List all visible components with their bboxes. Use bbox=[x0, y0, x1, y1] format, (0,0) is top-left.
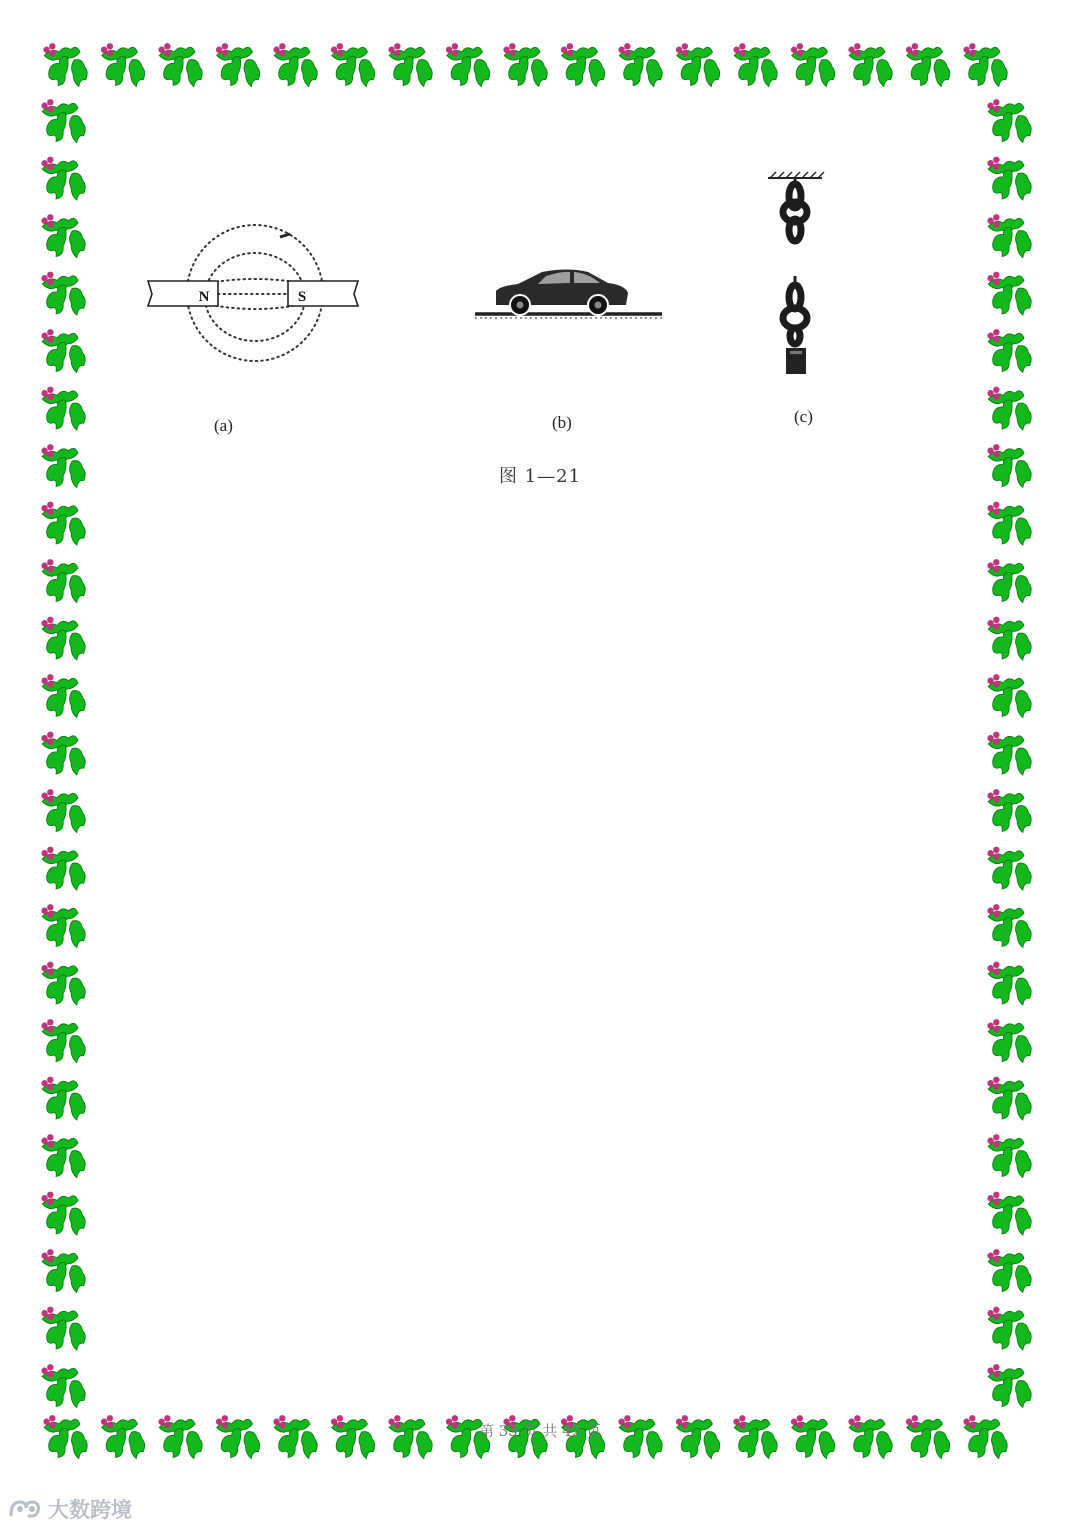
holly-sprig bbox=[41, 904, 85, 947]
holly-sprig bbox=[987, 157, 1031, 200]
holly-sprig bbox=[331, 43, 375, 86]
magnet-south-label: S bbox=[297, 289, 307, 305]
holly-sprig bbox=[41, 214, 85, 257]
watermark bbox=[8, 1496, 132, 1522]
holly-sprig bbox=[987, 99, 1031, 142]
caption-c: (c) bbox=[794, 407, 813, 426]
holly-sprig bbox=[41, 559, 85, 602]
holly-sprig bbox=[101, 43, 145, 86]
page-number-footer: 第 35 页 共 42 页 bbox=[478, 1422, 601, 1440]
holly-sprig bbox=[987, 1134, 1031, 1177]
holly-sprig bbox=[987, 617, 1031, 660]
holly-sprig bbox=[733, 43, 777, 86]
holly-sprig bbox=[41, 1077, 85, 1120]
holly-sprig bbox=[987, 1364, 1031, 1407]
figure-c-chain bbox=[760, 170, 840, 380]
holly-sprig bbox=[41, 1364, 85, 1407]
holly-sprig bbox=[987, 847, 1031, 890]
holly-sprig bbox=[987, 502, 1031, 545]
holly-sprig bbox=[987, 1249, 1031, 1292]
holly-sprig bbox=[963, 43, 1007, 86]
holly-sprig bbox=[41, 1192, 85, 1235]
caption-b: (b) bbox=[552, 413, 572, 432]
holly-sprig bbox=[987, 1192, 1031, 1235]
figure-title: 图 1—21 bbox=[498, 466, 582, 487]
holly-sprig bbox=[987, 559, 1031, 602]
holly-sprig bbox=[618, 43, 662, 86]
holly-sprig bbox=[41, 502, 85, 545]
holly-sprig bbox=[987, 272, 1031, 315]
holly-sprig bbox=[503, 43, 547, 86]
holly-sprig bbox=[216, 43, 260, 86]
holly-sprig bbox=[43, 43, 87, 86]
holly-sprig bbox=[41, 789, 85, 832]
holly-sprig bbox=[41, 272, 85, 315]
holly-sprig bbox=[41, 847, 85, 890]
holly-sprig bbox=[987, 674, 1031, 717]
holly-sprig bbox=[41, 157, 85, 200]
holly-sprig bbox=[791, 43, 835, 86]
holly-sprig bbox=[41, 962, 85, 1005]
holly-sprig bbox=[987, 214, 1031, 257]
holly-sprig bbox=[848, 43, 892, 86]
watermark-text: 大数跨境 bbox=[48, 1498, 132, 1522]
holly-sprig bbox=[388, 43, 432, 86]
holly-sprig bbox=[41, 387, 85, 430]
holly-sprig bbox=[41, 99, 85, 142]
holly-sprig bbox=[987, 1077, 1031, 1120]
holly-sprig bbox=[987, 904, 1031, 947]
holly-sprig bbox=[987, 387, 1031, 430]
holly-sprig bbox=[41, 329, 85, 372]
holly-sprig bbox=[41, 732, 85, 775]
holly-sprig bbox=[987, 962, 1031, 1005]
holly-sprig bbox=[446, 43, 490, 86]
holly-sprig bbox=[987, 329, 1031, 372]
figure-b-car bbox=[470, 255, 670, 330]
holly-sprig bbox=[987, 732, 1031, 775]
holly-sprig bbox=[676, 43, 720, 86]
holly-sprig bbox=[41, 674, 85, 717]
holly-sprig bbox=[561, 43, 605, 86]
figure-a-magnet bbox=[140, 215, 370, 365]
holly-sprig bbox=[41, 1134, 85, 1177]
caption-a: (a) bbox=[214, 416, 233, 435]
holly-sprig bbox=[41, 1249, 85, 1292]
holly-sprig bbox=[41, 617, 85, 660]
holly-sprig bbox=[41, 1307, 85, 1350]
holly-sprig bbox=[158, 43, 202, 86]
holly-sprig bbox=[987, 789, 1031, 832]
holly-sprig bbox=[906, 43, 950, 86]
watermark-logo-icon bbox=[8, 1497, 42, 1521]
holly-sprig bbox=[987, 1307, 1031, 1350]
holly-sprig bbox=[41, 1019, 85, 1062]
holly-sprig bbox=[273, 43, 317, 86]
holly-sprig bbox=[987, 1019, 1031, 1062]
magnet-north-label: N bbox=[198, 289, 210, 305]
